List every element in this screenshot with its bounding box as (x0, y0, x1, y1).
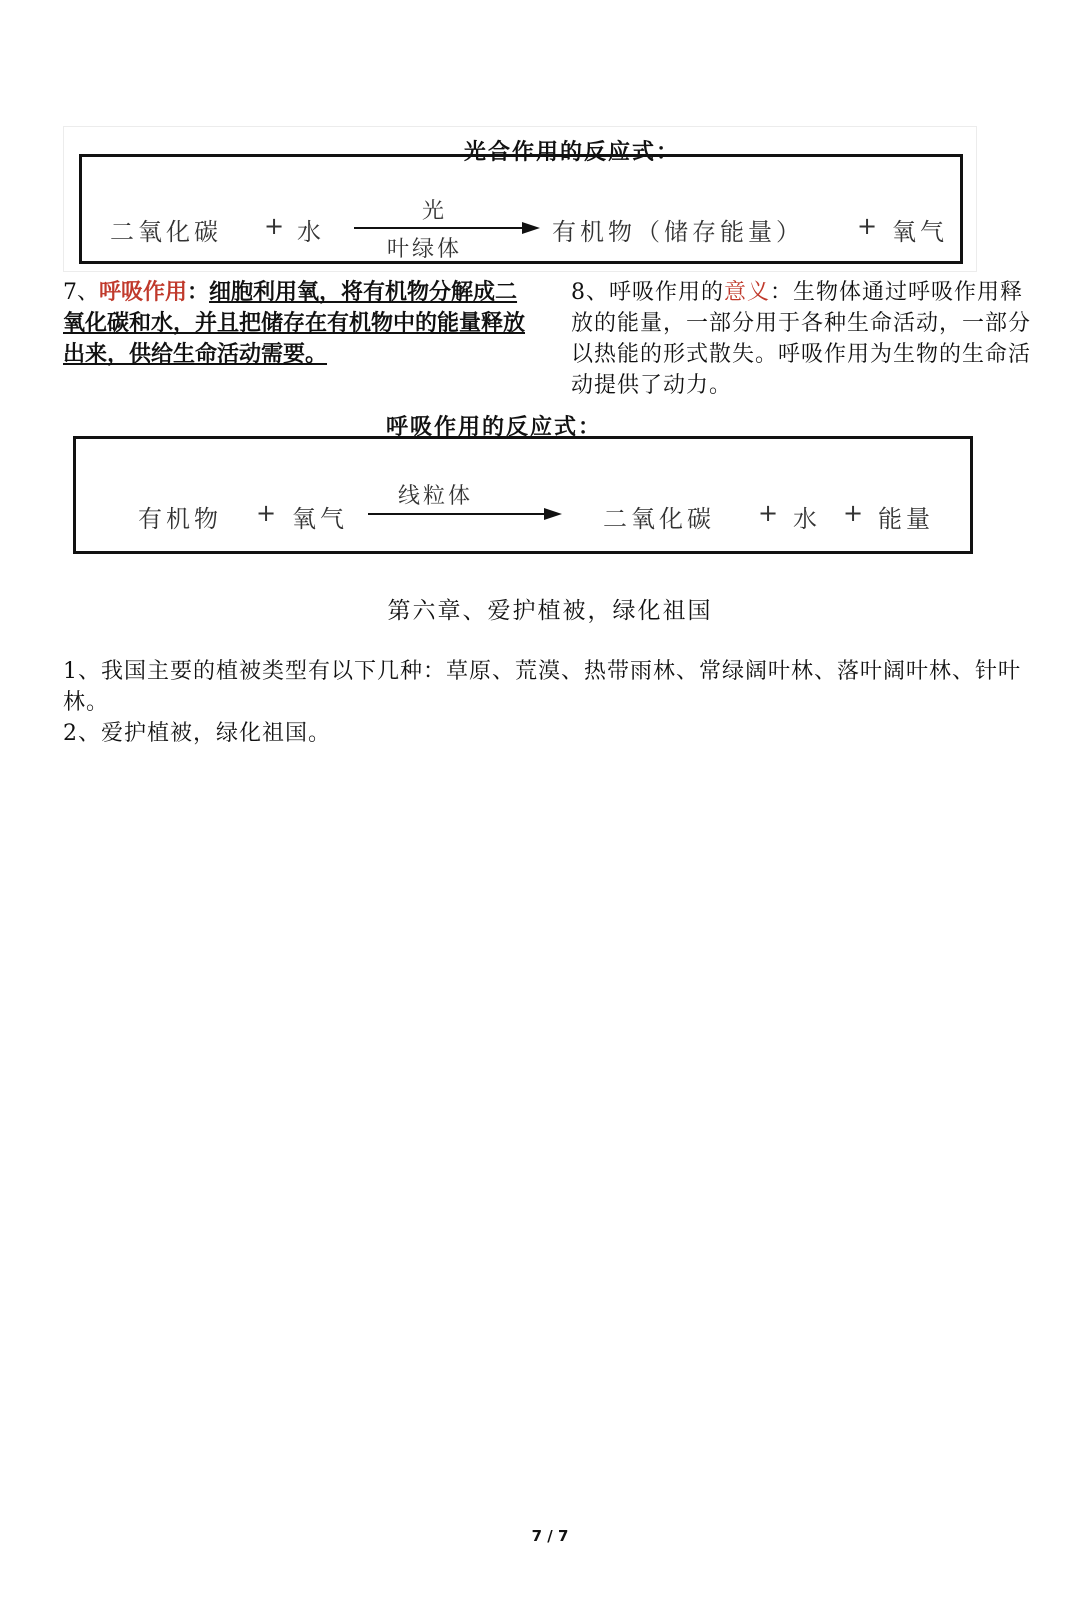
reactant-carbon-dioxide: 二氧化碳 (110, 218, 222, 246)
product-carbon-dioxide: 二氧化碳 (603, 505, 715, 533)
item-7-number: 7、 (63, 280, 99, 305)
plus-sign: + (857, 212, 882, 240)
item-8-respiration-significance (571, 277, 1041, 401)
list-item: 2、爱护植被，绿化祖国。 (63, 721, 331, 746)
item-8-prefix: 8、呼吸作用的 (571, 280, 724, 305)
reactant-water: 水 (297, 218, 325, 246)
page-number: 7 / 7 (531, 1527, 569, 1545)
term-respiration: 呼吸作用 (99, 279, 188, 305)
product-oxygen: 氧气 (892, 218, 948, 246)
plus-sign: + (758, 499, 783, 527)
reactant-oxygen: 氧气 (292, 505, 348, 533)
reaction-arrow (366, 505, 566, 523)
photosynthesis-title: 光合作用的反应式： (464, 140, 681, 165)
plus-sign: + (843, 499, 868, 527)
plus-sign: + (256, 499, 281, 527)
condition-chloroplast: 叶绿体 (387, 237, 463, 262)
respiration-equation-box (73, 436, 973, 554)
product-energy: 能量 (878, 505, 934, 533)
photosynthesis-figure (63, 126, 977, 272)
item-8-text: ：生物体通过呼吸作用释放的能量，一部分用于各种生命活动，一部分以热能的形式散失。呼吸作用为生物的生命活动提供了动力。 (571, 280, 1032, 398)
keyword-significance: 意义 (724, 280, 771, 305)
respiration-title: 呼吸作用的反应式： (386, 415, 603, 440)
plus-sign: + (264, 212, 289, 240)
condition-mitochondria: 线粒体 (398, 484, 474, 509)
item-7-respiration-definition (63, 277, 533, 370)
list-item: 1、我国主要的植被类型有以下几种：草原、荒漠、热带雨林、常绿阔叶林、落叶阔叶林、针叶林。 (63, 659, 1022, 715)
reactant-organic-matter: 有机物 (138, 505, 222, 533)
photosynthesis-equation-box (79, 154, 963, 264)
respiration-definition-text: 细胞利用氧，将有机物分解成二氧化碳和水，并且把储存在有机物中的能量释放出来，供给生命活动需要。 (63, 279, 526, 367)
condition-light: 光 (422, 199, 448, 224)
item-7-colon: ： (187, 279, 210, 305)
product-organic-matter: 有机物（储存能量） (552, 218, 804, 246)
chapter-title: 第六章、爱护植被，绿化祖国 (387, 598, 713, 624)
product-water: 水 (793, 505, 821, 533)
